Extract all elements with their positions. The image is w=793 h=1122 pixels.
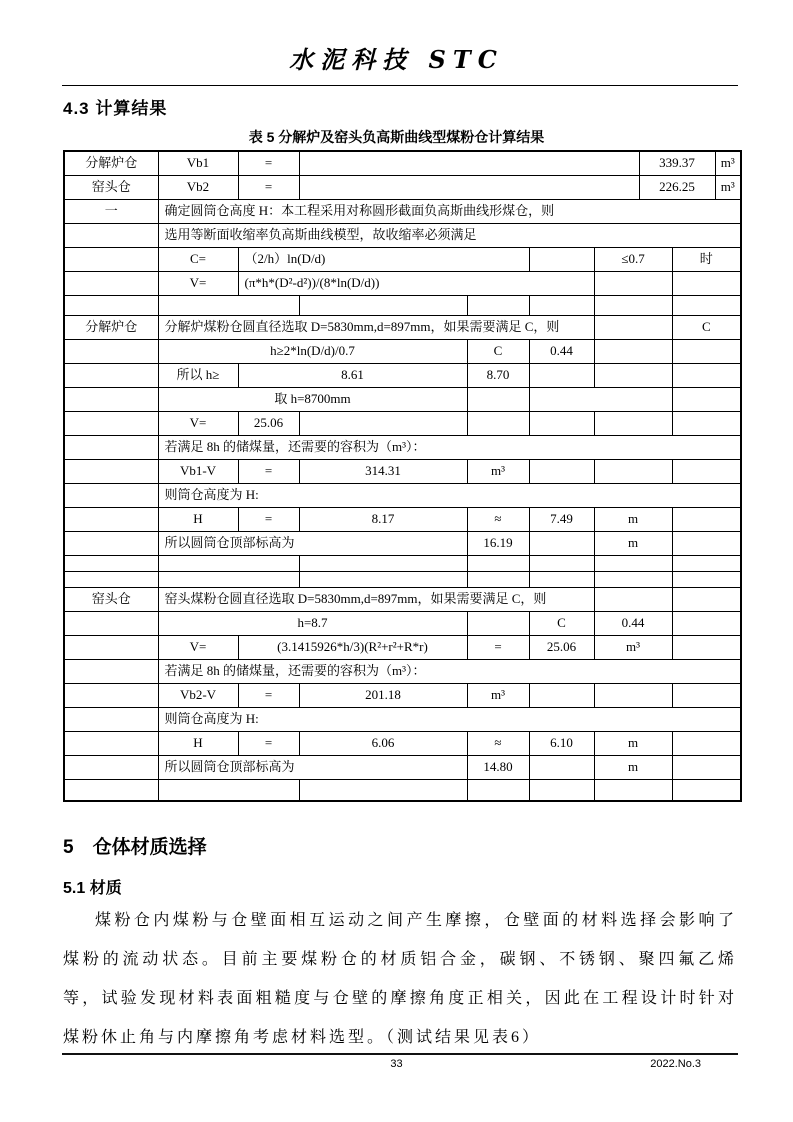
table-cell: 339.37 (639, 151, 715, 175)
table-row (64, 339, 741, 363)
table-cell: 则筒仓高度为 H: (158, 483, 741, 507)
table-cell (529, 411, 594, 435)
table-row (64, 635, 741, 659)
table-cell (672, 611, 741, 635)
table-cell (594, 363, 672, 387)
page-number: 33 (390, 1058, 403, 1070)
table-cell: 所以 h≥ (158, 363, 238, 387)
table-cell (64, 779, 158, 801)
table-cell (64, 363, 158, 387)
table-cell (158, 555, 299, 571)
table-cell (529, 531, 594, 555)
table-row (64, 199, 741, 223)
table-row (64, 483, 741, 507)
table-row (64, 459, 741, 483)
table-row (64, 315, 741, 339)
table-cell (64, 635, 158, 659)
table-body (64, 151, 741, 801)
table-cell: Vb1 (158, 151, 238, 175)
table-cell (64, 247, 158, 271)
header-divider (62, 85, 738, 86)
table-cell: Vb2-V (158, 683, 238, 707)
table-cell: ≤0.7 (594, 247, 672, 271)
table-cell: 0.44 (594, 611, 672, 635)
table-cell: 25.06 (238, 411, 299, 435)
table-row (64, 223, 741, 247)
table-cell (299, 151, 639, 175)
table-row (64, 731, 741, 755)
table-cell: = (238, 151, 299, 175)
table-cell: = (238, 731, 299, 755)
table-cell (594, 295, 672, 315)
table-cell: V= (158, 411, 238, 435)
table-cell (594, 571, 672, 587)
table-cell: Vb2 (158, 175, 238, 199)
calculation-table (63, 150, 742, 802)
table-cell (672, 779, 741, 801)
table-cell (672, 635, 741, 659)
table-cell (594, 315, 672, 339)
table-row (64, 363, 741, 387)
table-cell: 226.25 (639, 175, 715, 199)
table-cell (529, 247, 594, 271)
table-cell: h=8.7 (158, 611, 467, 635)
table-cell: C (467, 339, 529, 363)
table-cell (529, 755, 594, 779)
table-cell: h≥2*ln(D/d)/0.7 (158, 339, 467, 363)
table-cell (467, 571, 529, 587)
table-cell (158, 571, 299, 587)
section-heading-51: 5.1 材质 (63, 880, 122, 897)
table-cell: m (594, 755, 672, 779)
table-row (64, 555, 741, 571)
table-cell (64, 387, 158, 411)
table-cell (594, 459, 672, 483)
table-cell (158, 295, 299, 315)
table-cell (672, 271, 741, 295)
table-cell: m³ (715, 151, 741, 175)
table-cell: 所以圆筒仓顶部标高为 (158, 531, 467, 555)
table-cell (64, 271, 158, 295)
table-row (64, 683, 741, 707)
table-cell: 分解炉仓 (64, 151, 158, 175)
table-cell (64, 531, 158, 555)
table-cell (467, 611, 529, 635)
table-cell: 窑头仓 (64, 175, 158, 199)
table-row (64, 295, 741, 315)
table-cell: m³ (467, 459, 529, 483)
table-cell: m (594, 731, 672, 755)
table-cell (467, 295, 529, 315)
table-cell: C (672, 315, 741, 339)
table-cell (594, 411, 672, 435)
table-cell: 若满足 8h 的储煤量，还需要的容积为（m³）： (158, 435, 741, 459)
table-cell: H (158, 507, 238, 531)
table-cell (467, 555, 529, 571)
table-cell (672, 571, 741, 587)
table-row (64, 587, 741, 611)
table-cell: 时 (672, 247, 741, 271)
body-paragraph: 煤粉仓内煤粉与仓壁面相互运动之间产生摩擦，仓壁面的材料选择会影响了煤粉的流动状态。目前主要煤粉仓的材质铝合金，碳钢、不锈钢、聚四氟乙烯等，试验发现材料表面粗糙度与仓壁的摩擦角度正相关，因此在工程设计时针对煤粉休止角与内摩擦角考虑材料选型。（测试结果见表6） (63, 912, 737, 1046)
table-row (64, 507, 741, 531)
table-cell: m³ (467, 683, 529, 707)
table-cell (672, 459, 741, 483)
table-cell (64, 555, 158, 571)
table-cell (64, 435, 158, 459)
table-cell (467, 387, 529, 411)
table-row (64, 755, 741, 779)
table-cell: (3.1415926*h/3)(R²+r²+R*r) (238, 635, 467, 659)
table-cell (299, 295, 467, 315)
table-row (64, 411, 741, 435)
table-cell (672, 683, 741, 707)
table-cell (64, 483, 158, 507)
table-cell (299, 779, 467, 801)
table-cell: 取 h=8700mm (158, 387, 467, 411)
table-cell (529, 363, 594, 387)
footer-divider (62, 1053, 738, 1055)
table-cell (64, 223, 158, 247)
table-cell (299, 411, 467, 435)
table-cell (672, 363, 741, 387)
table-cell (529, 459, 594, 483)
table-cell (64, 731, 158, 755)
table-cell: 分解炉仓 (64, 315, 158, 339)
table-cell (672, 339, 741, 363)
table-cell: H (158, 731, 238, 755)
table-cell: 6.10 (529, 731, 594, 755)
table-cell: 8.61 (238, 363, 467, 387)
table-row (64, 707, 741, 731)
table-row (64, 659, 741, 683)
table-cell (299, 571, 467, 587)
table-cell: 窑头煤粉仓圆直径选取 D=5830mm,d=897mm，如果需要满足 C，则 (158, 587, 594, 611)
table-cell: 7.49 (529, 507, 594, 531)
table-cell (672, 755, 741, 779)
table-cell (64, 411, 158, 435)
table-cell: 6.06 (299, 731, 467, 755)
table-cell: 14.80 (467, 755, 529, 779)
table-cell: m³ (715, 175, 741, 199)
table-cell (594, 339, 672, 363)
table-cell: 若满足 8h 的储煤量，还需要的容积为（m³）： (158, 659, 741, 683)
section-heading-5: 5 仓体材质选择 (63, 837, 207, 858)
table-cell: = (238, 507, 299, 531)
table-cell (64, 707, 158, 731)
table-cell: 所以圆筒仓顶部标高为 (158, 755, 467, 779)
table-cell (467, 411, 529, 435)
table-row (64, 531, 741, 555)
table-cell: ≈ (467, 731, 529, 755)
table-cell (64, 755, 158, 779)
table-cell (64, 339, 158, 363)
table-cell: 分解炉煤粉仓圆直径选取 D=5830mm,d=897mm，如果需要满足 C，则 (158, 315, 594, 339)
table-cell (672, 411, 741, 435)
table-cell: 8.70 (467, 363, 529, 387)
table-cell: 25.06 (529, 635, 594, 659)
table-cell (64, 659, 158, 683)
table-cell (672, 587, 741, 611)
table-cell (672, 555, 741, 571)
table-cell: 确定圆筒仓高度 H：本工程采用对称圆形截面负高斯曲线形煤仓，则 (158, 199, 741, 223)
table-cell: 窑头仓 (64, 587, 158, 611)
table-cell (529, 683, 594, 707)
table-cell: （2/h）ln(D/d) (238, 247, 529, 271)
table-cell (672, 531, 741, 555)
table-cell: C= (158, 247, 238, 271)
table-cell (64, 295, 158, 315)
table-cell (64, 507, 158, 531)
table-cell: 一 (64, 199, 158, 223)
table-row (64, 571, 741, 587)
table-cell (594, 587, 672, 611)
table-cell (64, 683, 158, 707)
table-cell: (π*h*(D²-d²))/(8*ln(D/d)) (238, 271, 594, 295)
journal-title: 水泥科技 STC (289, 45, 504, 74)
table-cell (529, 387, 672, 411)
table-cell (672, 387, 741, 411)
table-cell: = (238, 683, 299, 707)
table-cell: 则筒仓高度为 H: (158, 707, 741, 731)
table-cell (594, 555, 672, 571)
table-cell (529, 555, 594, 571)
issue-label: 2022.No.3 (650, 1058, 701, 1070)
table-cell: 314.31 (299, 459, 467, 483)
table-cell: V= (158, 271, 238, 295)
table-cell (158, 779, 299, 801)
table-cell: = (238, 175, 299, 199)
table-cell: ≈ (467, 507, 529, 531)
table-cell (594, 779, 672, 801)
table-cell (529, 779, 594, 801)
table-cell (64, 459, 158, 483)
table-cell: 0.44 (529, 339, 594, 363)
table-cell (594, 271, 672, 295)
table-row (64, 387, 741, 411)
table-cell (529, 295, 594, 315)
table-row (64, 779, 741, 801)
table-cell: 201.18 (299, 683, 467, 707)
table-cell: m³ (594, 635, 672, 659)
table-cell: = (467, 635, 529, 659)
table-cell (594, 683, 672, 707)
table-cell (64, 571, 158, 587)
table-cell (672, 507, 741, 531)
table-cell: 8.17 (299, 507, 467, 531)
table-cell (64, 611, 158, 635)
table-cell (529, 571, 594, 587)
table-cell: 16.19 (467, 531, 529, 555)
table-cell: = (238, 459, 299, 483)
table-cell: 选用等断面收缩率负高斯曲线模型，故收缩率必须满足 (158, 223, 741, 247)
table-cell: m (594, 531, 672, 555)
table-row (64, 271, 741, 295)
table-cell: m (594, 507, 672, 531)
table-cell: V= (158, 635, 238, 659)
table-caption: 表 5 分解炉及窑头负高斯曲线型煤粉仓计算结果 (248, 129, 545, 145)
table-cell (672, 731, 741, 755)
table-cell (672, 295, 741, 315)
table-row (64, 151, 741, 175)
table-cell: Vb1-V (158, 459, 238, 483)
table-row (64, 247, 741, 271)
table-cell (467, 779, 529, 801)
table-row (64, 175, 741, 199)
table-cell (299, 555, 467, 571)
table-cell: C (529, 611, 594, 635)
table-row (64, 611, 741, 635)
section-heading-43: 4.3 计算结果 (63, 99, 168, 118)
table-row (64, 435, 741, 459)
table-cell (299, 175, 639, 199)
